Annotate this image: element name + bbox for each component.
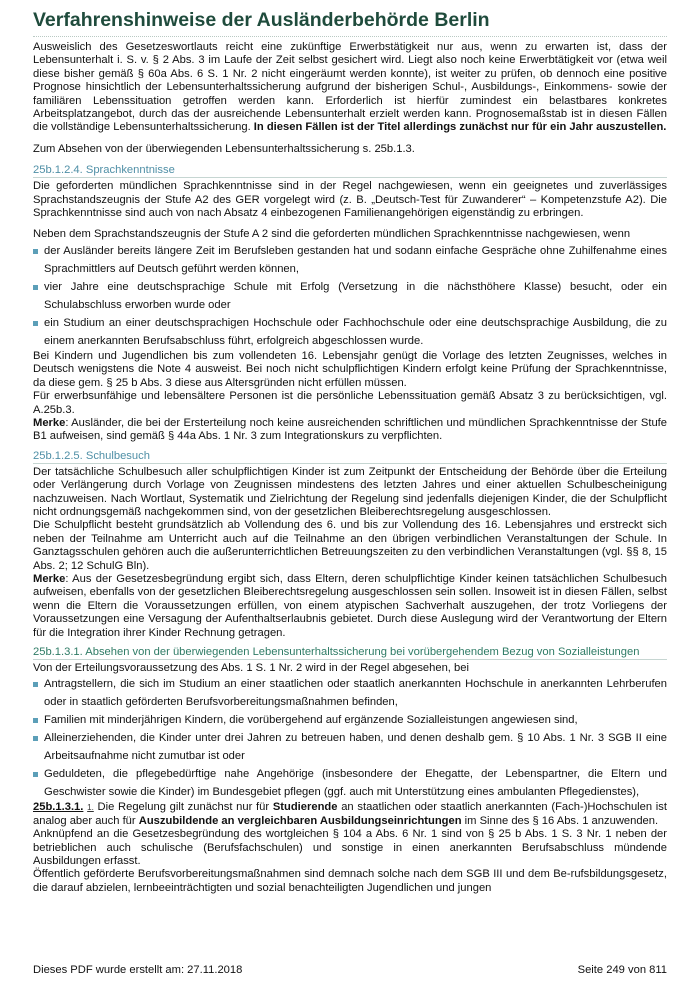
list-item: der Ausländer bereits längere Zeit im Berufsleben gestanden hat und sodann einfache Gespräche ohne Zuhilfenahme eines Sprachmittlers auf Deutsch geführt werden können, [33,242,667,278]
title-divider [33,36,667,37]
list-item: Geduldeten, die pflegebedürftige nahe Angehörige (insbesondere der Ehegatte, der Lebenspartner, die Eltern und Geschwister sowie die Kinder) im Bundesgebiet pflegen (ggf. auch mit Unterstützung eines ambulanten Pflegedienstes), [33,765,667,801]
intro-bold-text: In diesen Fällen ist der Titel allerdings zunächst nur für ein Jahr auszustellen. [253,121,667,134]
bullet-square-icon [33,718,38,723]
sprach-bullet-list [33,242,667,350]
footer-created-date: Dieses PDF wurde erstellt am: 27.11.2018 [33,964,243,976]
bullet-square-icon [33,736,38,741]
schul-paragraph-1: Der tatsächliche Schulbesuch aller schulpflichtigen Kinder ist zum Zeitpunkt der Entscheidung der Behörde über die Erteilung oder Verlängerung durch Vorlage von Zeugnissen mindestens des letzten Jahres und einer aktuellen Schulbescheinigung nachzuweisen. Nach Wortlaut, Systematik und Zielrichtung der Regelung sind jedenfalls diejenigen Kinder, die der Schulpflicht nicht ordnungsgemäß nachgekommen sind, von der gesetzlichen Bleiberechtsregelung ausgeschlossen. [33,465,667,518]
document-page [33,8,667,895]
bullet-square-icon [33,321,38,326]
footer-page-number: Seite 249 von 811 [577,964,667,976]
page-footer [33,964,667,977]
intro-paragraph [33,41,667,135]
sprach-paragraph-1: Die geforderten mündlichen Sprachkenntnisse sind in der Regel nachgewiesen, wenn ein geeignetes und zuverlässiges Sprachstandszeugnis der Stufe A2 des GER vorgelegt wird (z. B. „Deutsch-Test für Zuwanderer“ – Kompetenzstufe A2). Die Sprachkenntnisse sind auch von nach Absatz 4 einbezogenen Familienangehörigen eigenständig zu erbringen. [33,180,667,220]
bullet-square-icon [33,249,38,254]
absehen-paragraph-1: Von der Erteilungsvoraussetzung des Abs. 1 S. 1 Nr. 2 wird in der Regel abgesehen, bei [33,662,469,674]
heading-divider [33,659,667,660]
sprach-paragraph-2: Neben dem Sprachstandszeugnis der Stufe A 2 sind die geforderten mündlichen Sprachkenntnisse nachgewiesen, wenn [33,228,631,241]
list-item: vier Jahre eine deutschsprachige Schule mit Erfolg (Versetzung in die nächsthöhere Klasse) besucht, oder ein Schulabschluss erworben wurde oder [33,278,667,314]
bullet-square-icon [33,772,38,777]
list-item: Familien mit minderjährigen Kindern, die vorübergehend auf ergänzende Sozialleistungen angewiesen sind, [33,711,667,729]
absehen-paragraph-3: Anknüpfend an die Gesetzesbegründung des wortgleichen § 104 a Abs. 6 Nr. 1 sind von § 25 b Abs. 1 S. 3 Nr. 1 neben der betrieblichen auch schulische (Berufsfachschulen) und sonstige in einen anerkannten Berufsabschluss mündende Ausbildungen erfasst. [33,828,667,868]
heading-divider [33,463,667,464]
sprach-merke: Merke: Ausländer, die bei der Ersterteilung noch keine ausreichenden schriftlichen und mündlichen Sprachkenntnisse der Stufe B1 aufweisen, sind gemäß § 44a Abs. 1 Nr. 3 zum Integrationskurs zu verpflichten. [33,416,667,443]
heading-sprachkenntnisse: 25b.1.2.4. Sprachkenntnisse [33,164,175,177]
bullet-square-icon [33,285,38,290]
absehen-paragraph-4: Öffentlich geförderte Berufsvorbereitungsmaßnahmen sind demnach solche nach dem SGB III und dem Be-rufsbildungsgesetz, die darauf abzielen, lernbeeinträchtigten und sozial benachteiligten Jugendlichen und jungen [33,868,667,894]
intro-text: Ausweislich des Gesetzeswortlauts reicht eine zukünftige Erwerbstätigkeit nur aus, wenn zu erwarten ist, dass der Lebensunterhalt i. S. v. § 2 Abs. 3 im Laufe der Zeit selbst gesichert wird. Liegt also noch keine Erwerbtätigkeit vor (etwa weil diese bisher gemäß § 60a Abs. 6 S. 1 Nr. 2 nicht eingeräumt werden konnte), ist weiter zu prüfen, ob dennoch eine positive Prognose hinsichtlich der Lebensunterhaltssicherung aufgrund der bisherigen Schul-, Ausbildungs-, Einkommens- sowie der familiären Lebenssituation getroffen werden kann. Erforderlich ist hierfür zumindest ein belastbares konkretes Arbeitsplatzangebot, durch das der ausreichende Lebensunterhalt erzielt werden kann. Prognosemaßstab ist in diesen Fällen die vollständige Lebensunterhaltssicherung. [33,41,667,134]
list-item: Antragstellern, die sich im Studium an einer staatlichen oder staatlich anerkannten Hochschule in anerkannten Lehrberufen oder in staatlich geförderten Berufsvorbereitungsmaßnahmen befinden, [33,675,667,711]
sprach-paragraph-4: Für erwerbsunfähige und lebensältere Personen ist die persönliche Lebenssituation gemäß Absatz 3 zu berücksichtigen, vgl. A.25b.3. [33,390,667,416]
absehen-bullet-list [33,675,667,801]
list-item: Alleinerziehenden, die Kinder unter drei Jahren zu betreuen haben, und denen deshalb gem. § 10 Abs. 1 Nr. 3 SGB II eine Arbeitsaufnahme nicht zumutbar ist oder [33,729,667,765]
heading-divider [33,177,667,178]
bullet-square-icon [33,682,38,687]
absehen-paragraph-2: 25b.1.3.1. 1. Die Regelung gilt zunächst nur für Studierende an staatlichen oder staatlich anerkannten (Fach-)Hochschulen ist analog aber auch für Auszubildende an vergleichbaren Ausbildungseinrichtungen im Sinne des § 16 Abs. 1 anzuwenden. [33,801,667,827]
schul-paragraph-2: Die Schulpflicht besteht grundsätzlich ab Vollendung des 6. und bis zur Vollendung des 16. Lebensjahres und erstreckt sich neben der Teilnahme am Unterricht auch auf die Teilnahme an den übrigen verbindlichen Veranstaltungen der Schule. In Ganztagsschulen gehören auch die außerunterrichtlichen Betreuungszeiten zu den verbindlichen Veranstaltungen (vgl. §§ 8, 15 Abs. 2; 12 SchulG Bln). [33,519,667,572]
heading-absehen: 25b.1.3.1. Absehen von der überwiegenden Lebensunterhaltssicherung bei vorübergehendem Bezug von Sozialleistungen [33,646,640,658]
list-item: ein Studium an einer deutschsprachigen Hochschule oder Fachhochschule oder eine deutschsprachige Ausbildung, die zu einem anerkannten Berufsabschluss führt, erfolgreich abgeschlossen wurde. [33,314,667,350]
heading-schulbesuch: 25b.1.2.5. Schulbesuch [33,449,150,462]
schul-merke: Merke: Aus der Gesetzesbegründung ergibt sich, dass Eltern, deren schulpflichtige Kinder keinen tatsächlichen Schulbesuch aufweisen, ebenfalls von der gesetzlichen Bleiberechtsregelung ausgeschlossen sein sollen. Insoweit ist in diesen Fällen, selbst wenn die Eltern die Voraussetzungen erfüllen, von einem atypischen Sachverhalt auszugehen, der trotz Vorliegens der Voraussetzungen eine Versagung der Aufenthaltserlaubnis gebietet. Durch diese Auslegung wird der Verantwortung der Eltern für die Integration ihrer Kinder Rechnung getragen. [33,572,667,639]
intro-reference: Zum Absehen von der überwiegenden Lebensunterhaltssicherung s. 25b.1.3. [33,142,415,155]
page-title: Verfahrenshinweise der Ausländerbehörde Berlin [33,9,490,31]
sprach-paragraph-3: Bei Kindern und Jugendlichen bis zum vollendeten 16. Lebensjahr genügt die Vorlage des letzten Zeugnisses, welches in Deutsch wenigstens die Note 4 ausweist. Bei noch nicht schulpflichtigen Kindern erfolgt keine Prüfung der Sprachkenntnisse, da diese gem. § 25 b Abs. 3 diese aus Altersgründen nicht erfüllen müssen. [33,349,667,389]
